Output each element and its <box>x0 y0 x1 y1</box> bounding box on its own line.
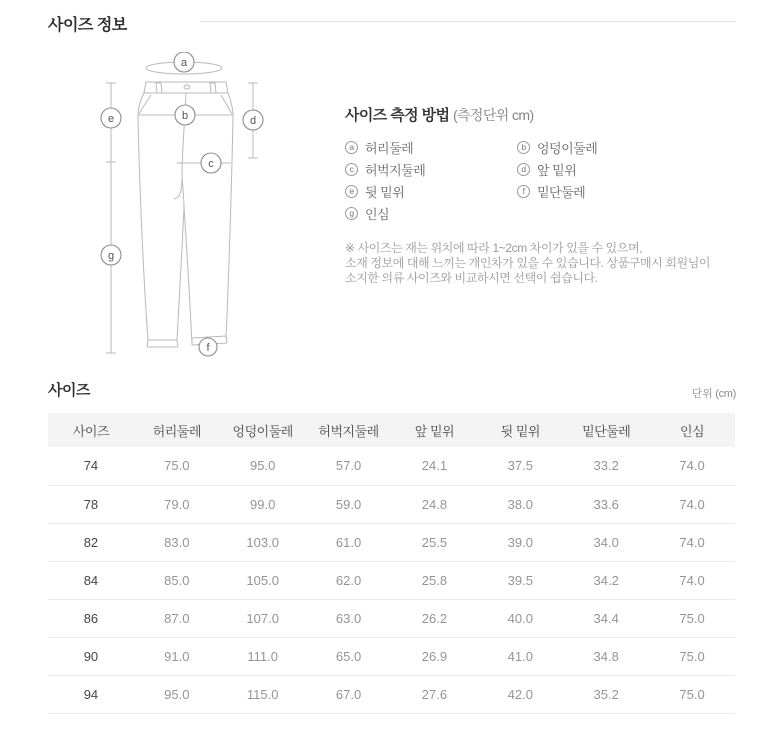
measurement-value-cell: 91.0 <box>134 637 220 675</box>
legend-label: 엉덩이둘레 <box>537 140 598 156</box>
measurement-value-cell: 39.5 <box>477 561 563 599</box>
size-table-column-header: 밑단둘레 <box>563 413 649 447</box>
pants-diagram <box>85 52 345 372</box>
legend-item-g <box>345 204 517 223</box>
measurement-value-cell: 24.1 <box>392 447 478 485</box>
measurement-value-cell: 37.5 <box>477 447 563 485</box>
circled-e-icon: e <box>345 185 358 198</box>
measurement-value-cell: 27.6 <box>392 675 478 713</box>
page-title: 사이즈 정보 <box>48 17 127 34</box>
measurement-value-cell: 57.0 <box>306 447 392 485</box>
measure-point-f <box>199 338 217 356</box>
svg-text:b: b <box>181 110 189 122</box>
header-divider <box>200 21 736 22</box>
legend-label: 밑단둘레 <box>537 184 586 200</box>
table-row <box>48 561 735 599</box>
size-value-cell: 82 <box>48 523 134 561</box>
table-row <box>48 637 735 675</box>
measure-point-b <box>175 105 195 125</box>
svg-text:c: c <box>208 158 214 170</box>
measurement-value-cell: 95.0 <box>220 447 306 485</box>
circled-g-icon: g <box>345 207 358 220</box>
legend-item-c <box>345 160 517 179</box>
measurement-value-cell: 25.5 <box>392 523 478 561</box>
measurement-value-cell: 34.2 <box>563 561 649 599</box>
measurement-value-cell: 111.0 <box>220 637 306 675</box>
size-note-line: 소지한 의류 사이즈와 비교하시면 선택이 쉽습니다. <box>345 271 598 285</box>
legend-item-f <box>517 182 737 201</box>
measurement-value-cell: 74.0 <box>649 447 735 485</box>
svg-text:e: e <box>107 113 115 125</box>
measurement-value-cell: 34.4 <box>563 599 649 637</box>
size-table-column-header: 허벅지둘레 <box>306 413 392 447</box>
svg-text:f: f <box>206 342 210 354</box>
legend-item-b <box>517 138 737 157</box>
measurement-value-cell: 41.0 <box>477 637 563 675</box>
size-table <box>48 413 735 714</box>
legend-item-a <box>345 138 517 157</box>
measurement-value-cell: 105.0 <box>220 561 306 599</box>
size-value-cell: 78 <box>48 485 134 523</box>
size-table-column-header: 엉덩이둘레 <box>220 413 306 447</box>
size-table-column-header: 허리둘레 <box>134 413 220 447</box>
measurement-value-cell: 65.0 <box>306 637 392 675</box>
svg-text:a: a <box>180 57 188 69</box>
size-table-column-header: 앞 밑위 <box>392 413 478 447</box>
size-table-wrap <box>48 413 735 714</box>
measurement-value-cell: 75.0 <box>649 675 735 713</box>
measure-point-a <box>174 52 194 72</box>
legend-label: 허리둘레 <box>365 140 414 156</box>
measurement-value-cell: 62.0 <box>306 561 392 599</box>
measurement-legend <box>345 136 737 224</box>
measurement-value-cell: 87.0 <box>134 599 220 637</box>
measurement-value-cell: 33.6 <box>563 485 649 523</box>
legend-label: 허벅지둘레 <box>365 162 426 178</box>
size-note-line: 소재 정보에 대해 느끼는 개인차가 있을 수 있습니다. 상품구매시 회원님이 <box>345 256 711 270</box>
size-note <box>345 241 737 286</box>
measurement-value-cell: 67.0 <box>306 675 392 713</box>
measurement-value-cell: 59.0 <box>306 485 392 523</box>
size-note-line: ※ 사이즈는 재는 위치에 따라 1~2cm 차이가 있을 수 있으며, <box>345 241 643 255</box>
measurement-value-cell: 33.2 <box>563 447 649 485</box>
table-row <box>48 675 735 713</box>
size-table-column-header: 인심 <box>649 413 735 447</box>
measurement-value-cell: 63.0 <box>306 599 392 637</box>
measurement-value-cell: 39.0 <box>477 523 563 561</box>
measurement-value-cell: 26.9 <box>392 637 478 675</box>
table-row <box>48 523 735 561</box>
size-value-cell: 84 <box>48 561 134 599</box>
svg-text:g: g <box>107 250 115 262</box>
table-row <box>48 447 735 485</box>
measurement-value-cell: 75.0 <box>649 637 735 675</box>
measurement-value-cell: 95.0 <box>134 675 220 713</box>
legend-label: 뒷 밑위 <box>365 184 405 200</box>
measurement-unit-label: (측정단위 cm) <box>452 107 534 123</box>
size-table-title: 사이즈 <box>48 382 90 399</box>
measurement-method-heading <box>345 104 737 125</box>
measurement-value-cell: 26.2 <box>392 599 478 637</box>
measurement-value-cell: 35.2 <box>563 675 649 713</box>
measurement-value-cell: 42.0 <box>477 675 563 713</box>
measurement-value-cell: 61.0 <box>306 523 392 561</box>
size-value-cell: 86 <box>48 599 134 637</box>
measure-point-e <box>101 108 121 128</box>
measurement-value-cell: 107.0 <box>220 599 306 637</box>
measurement-value-cell: 99.0 <box>220 485 306 523</box>
measurement-value-cell: 74.0 <box>649 523 735 561</box>
svg-text:d: d <box>249 115 257 127</box>
measurement-method-block <box>345 104 737 286</box>
table-row <box>48 599 735 637</box>
measurement-value-cell: 83.0 <box>134 523 220 561</box>
size-table-unit: 단위 (cm) <box>691 388 736 400</box>
measurement-value-cell: 74.0 <box>649 561 735 599</box>
circled-a-icon: a <box>345 141 358 154</box>
measure-point-c <box>201 153 221 173</box>
size-table-column-header: 뒷 밑위 <box>477 413 563 447</box>
measurement-value-cell: 38.0 <box>477 485 563 523</box>
table-row <box>48 485 735 523</box>
circled-f-icon: f <box>517 185 530 198</box>
measurement-value-cell: 79.0 <box>134 485 220 523</box>
legend-item-e <box>345 182 517 201</box>
size-table-header-row <box>48 413 735 447</box>
pants-diagram-svg <box>85 52 345 372</box>
measurement-value-cell: 40.0 <box>477 599 563 637</box>
measurement-value-cell: 34.0 <box>563 523 649 561</box>
size-value-cell: 94 <box>48 675 134 713</box>
measurement-value-cell: 115.0 <box>220 675 306 713</box>
circled-b-icon: b <box>517 141 530 154</box>
measurement-value-cell: 75.0 <box>134 447 220 485</box>
measurement-value-cell: 103.0 <box>220 523 306 561</box>
measurement-value-cell: 74.0 <box>649 485 735 523</box>
measurement-value-cell: 24.8 <box>392 485 478 523</box>
size-table-column-header: 사이즈 <box>48 413 134 447</box>
measure-point-g <box>101 245 121 265</box>
measurement-value-cell: 75.0 <box>649 599 735 637</box>
legend-item-d <box>517 160 737 179</box>
circled-c-icon: c <box>345 163 358 176</box>
legend-label: 인심 <box>365 206 390 222</box>
size-value-cell: 90 <box>48 637 134 675</box>
measurement-value-cell: 85.0 <box>134 561 220 599</box>
legend-label: 앞 밑위 <box>537 162 577 178</box>
measurement-value-cell: 25.8 <box>392 561 478 599</box>
measurement-value-cell: 34.8 <box>563 637 649 675</box>
circled-d-icon: d <box>517 163 530 176</box>
size-value-cell: 74 <box>48 447 134 485</box>
measure-point-d <box>243 110 263 130</box>
measurement-method-title: 사이즈 측정 방법 <box>345 107 453 124</box>
